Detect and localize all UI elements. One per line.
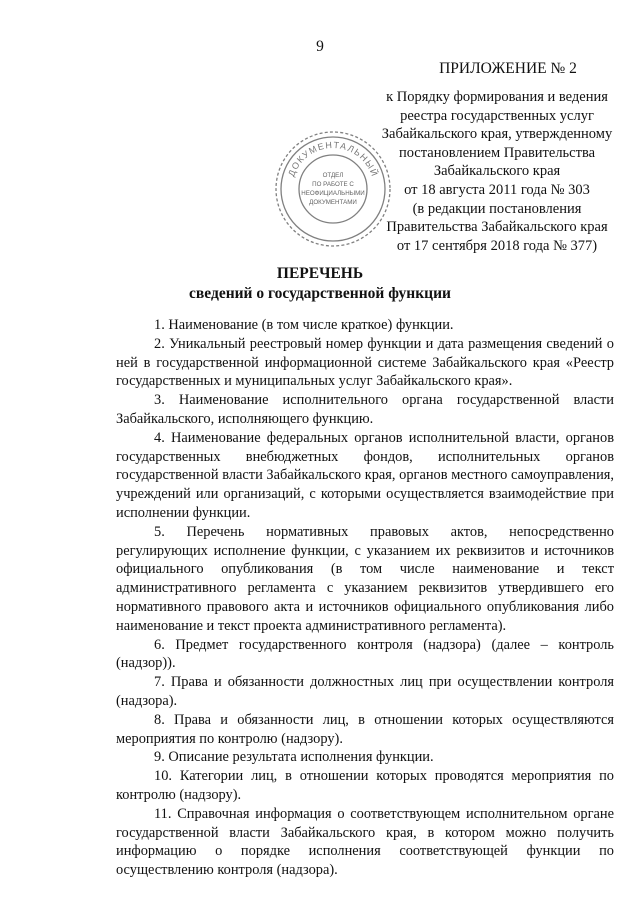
items-list [116, 316, 614, 880]
appendix-reference-block [372, 88, 622, 255]
stamp-line: ПО РАБОТЕ С [312, 181, 354, 188]
header-line: реестра государственных услуг [400, 107, 594, 124]
title-subheading: сведений о государственной функции [189, 284, 451, 302]
document-title [0, 264, 640, 303]
list-item: 10. Категории лиц, в отношении которых проводятся мероприятия по контролю (надзору). [116, 768, 614, 803]
header-line: постановлением Правительства [398, 144, 596, 161]
header-line: к Порядку формирования и ведения [386, 89, 608, 105]
list-item: 8. Права и обязанности лиц, в отношении которых осуществляются мероприятия по контролю (надзору). [116, 711, 614, 747]
title-heading: ПЕРЕЧЕНЬ [276, 265, 364, 282]
list-item: 7. Права и обязанности должностных лиц при осуществлении контроля (надзора). [116, 674, 614, 709]
appendix-title: ПРИЛОЖЕНИЕ № 2 [439, 60, 577, 77]
stamp-arc-text-path: ДОКУМЕНТАЛЬНЫЙ [286, 139, 381, 179]
stamp-line: НЕОФИЦИАЛЬНЫМИ [301, 190, 365, 197]
list-item: 6. Предмет государственного контроля (надзора) (далее – контроль (надзор)). [116, 636, 614, 672]
page-number: 9 [316, 38, 324, 55]
list-item: 5. Перечень нормативных правовых актов, непосредственно регулирующих исполнение функции, с указанием их реквизитов и источников официального опубликования (в том числе наименование и текст административного регламента с указанием реквизитов утвердившего его нормативного правового акта и источников официального опубликования либо наименование и текст проекта административного регламента). [116, 523, 614, 634]
stamp-line: ДОКУМЕНТАМИ [309, 199, 357, 206]
stamp-seal [270, 126, 396, 252]
stamp-line: ОТДЕЛ [322, 172, 344, 179]
header-line: (в редакции постановления [412, 200, 582, 217]
header-line: Забайкальского края, утвержденному [381, 126, 613, 143]
list-item: 4. Наименование федеральных органов исполнительной власти, органов государственных внебюджетных фондов, исполнительных органов государственной власти Забайкальского края, органов местного самоуправления, учреждений или организаций, с которыми осуществляется взаимодействие при исполнении функции. [116, 429, 614, 521]
header-line: Забайкальского края [433, 163, 561, 180]
list-item: 11. Справочная информация о соответствующем исполнительном органе государственной власти Забайкальского края, в котором можно получить информацию о порядке исполнения соответствующей функции по осуществлению контроля (надзора). [116, 805, 614, 879]
list-item: 2. Уникальный реестровый номер функции и дата размещения сведений о ней в государственной информационной системе Забайкальского края «Реестр государственных и муниципальных услуг Забайкальского края». [116, 335, 614, 390]
header-line: Правительства Забайкальского края [386, 219, 608, 236]
header-line: от 17 сентября 2018 года № 377) [396, 237, 598, 254]
list-item: 9. Описание результата исполнения функции. [154, 749, 434, 766]
list-item: 1. Наименование (в том числе краткое) функции. [154, 317, 454, 333]
header-line: от 18 августа 2011 года № 303 [404, 181, 590, 198]
list-item: 3. Наименование исполнительного органа государственной власти Забайкальского, исполняющего функцию. [116, 392, 614, 427]
